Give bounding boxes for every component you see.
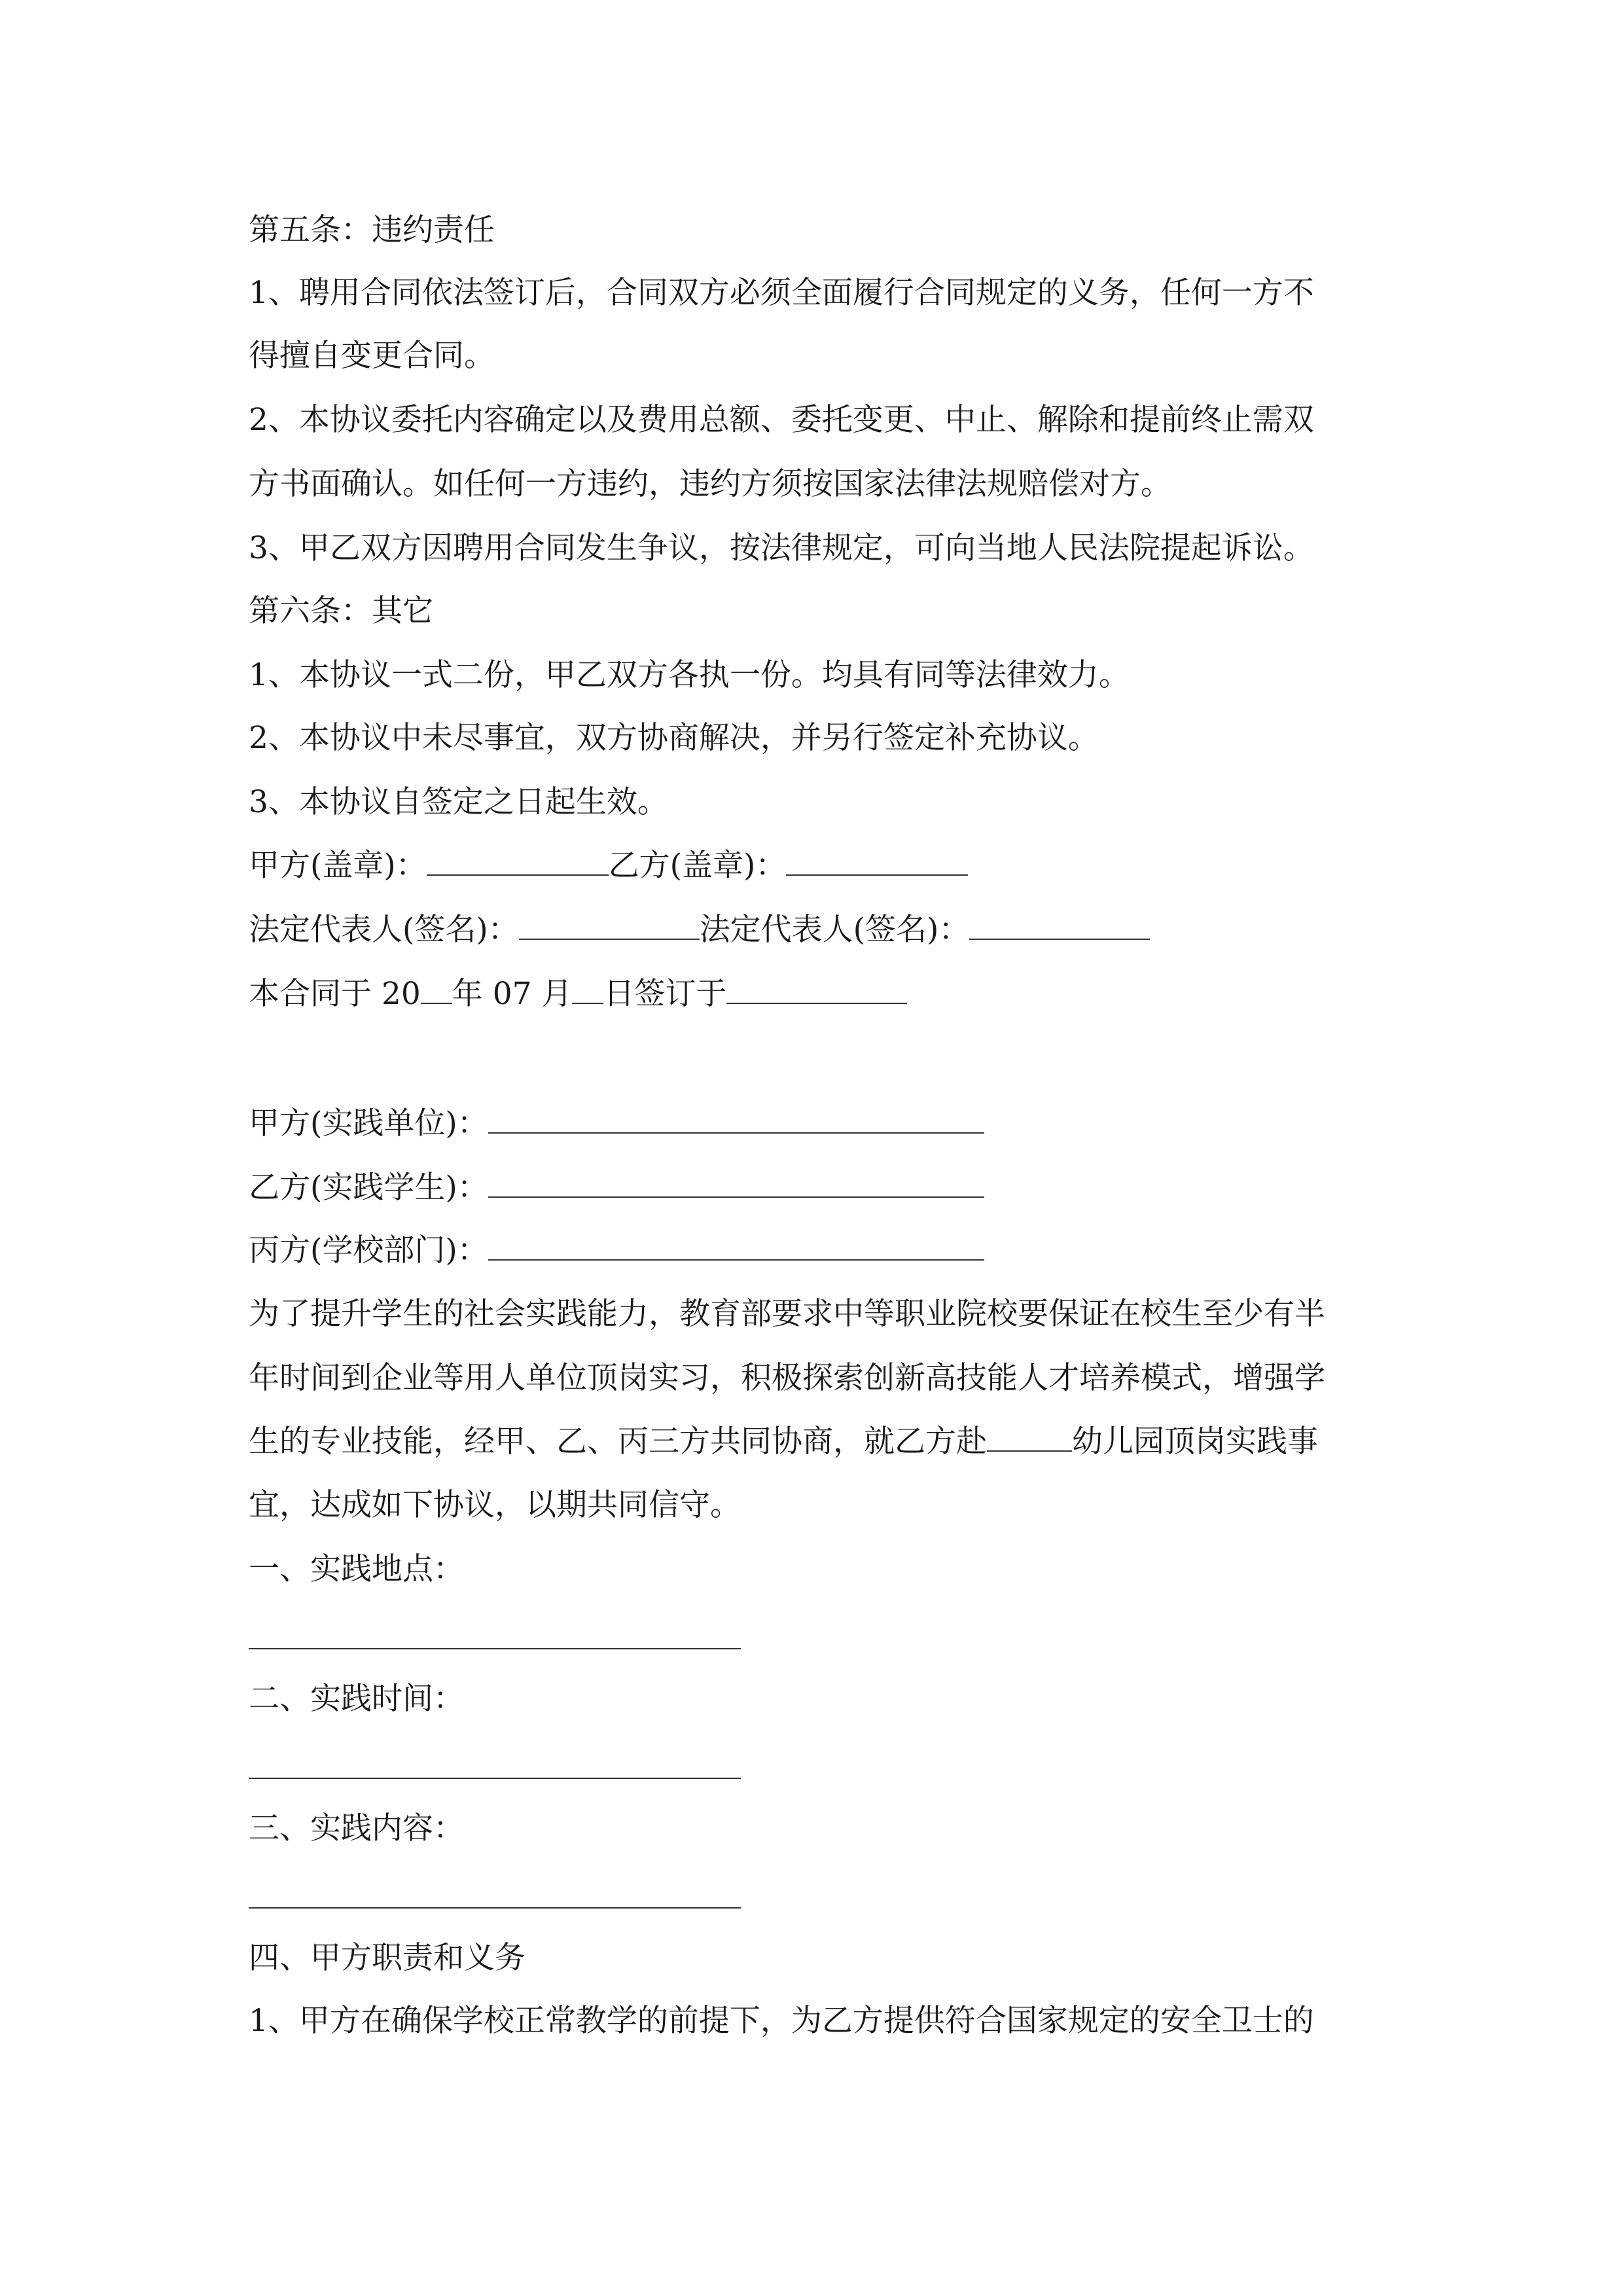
party-b-line [249, 1168, 984, 1208]
party-a-seal-label: 甲方(盖章)： [249, 848, 427, 884]
intro-line4: 宜，达成如下协议，以期共同信守。 [249, 1487, 741, 1523]
section1-blank[interactable] [249, 1648, 741, 1649]
party-b-blank[interactable] [488, 1168, 984, 1198]
legal-rep-a-blank[interactable] [519, 910, 700, 940]
date-line [249, 974, 907, 1014]
party-c-blank[interactable] [488, 1230, 984, 1261]
intro-line2: 年时间到企业等用人单位顶岗实习，积极探索创新高技能人才培养模式，增强学 [249, 1360, 1325, 1396]
party-a-blank[interactable] [488, 1103, 984, 1134]
party-a-line [249, 1103, 984, 1143]
article6-heading: 第六条：其它 [249, 593, 433, 629]
intro-line3-b: 幼儿园顶岗实践事 [1072, 1424, 1318, 1460]
party-c-label: 丙方(学校部门)： [249, 1232, 488, 1268]
article5-item1-line1: 1、聘用合同依法签订后，合同双方必须全面履行合同规定的义务，任何一方不 [249, 275, 1314, 311]
article6-item2: 2、本协议中未尽事宜，双方协商解决，并另行签定补充协议。 [249, 720, 1099, 756]
date-day-blank[interactable] [572, 974, 603, 1004]
article5-heading: 第五条：违约责任 [249, 212, 495, 248]
section2-blank[interactable] [249, 1778, 741, 1779]
intro-line3 [249, 1422, 1318, 1462]
date-prefix: 本合同于 20 [249, 976, 421, 1012]
section1-heading: 一、实践地点： [249, 1551, 464, 1587]
section3-blank[interactable] [249, 1907, 741, 1909]
article5-item3: 3、甲乙双方因聘用合同发生争议，按法律规定，可向当地人民法院提起诉讼。 [249, 530, 1314, 566]
article5-item2-line2: 方书面确认。如任何一方违约，违约方须按国家法律法规赔偿对方。 [249, 466, 1171, 502]
party-a-seal-blank[interactable] [427, 846, 609, 876]
date-suffix: 日签订于 [603, 976, 727, 1012]
section2-heading: 二、实践时间： [249, 1681, 464, 1717]
party-b-seal-label: 乙方(盖章)： [608, 848, 787, 884]
legal-rep-b-blank[interactable] [969, 910, 1150, 940]
party-b-seal-blank[interactable] [786, 846, 968, 876]
date-year-blank[interactable] [421, 974, 452, 1004]
seal-line [249, 846, 968, 886]
article6-item3: 3、本协议自签定之日起生效。 [249, 784, 668, 820]
section3-heading: 三、实践内容： [249, 1810, 464, 1846]
party-c-line [249, 1230, 984, 1270]
legal-rep-a-label: 法定代表人(签名)： [249, 912, 519, 948]
legal-rep-line [249, 910, 1150, 950]
intro-line3-a: 生的专业技能，经甲、乙、丙三方共同协商，就乙方赴 [249, 1424, 987, 1460]
article6-item1: 1、本协议一式二份，甲乙双方各执一份。均具有同等法律效力。 [249, 657, 1130, 693]
date-month: 年 07 月 [452, 976, 573, 1012]
legal-rep-b-label: 法定代表人(签名)： [699, 912, 970, 948]
sign-place-blank[interactable] [726, 974, 907, 1004]
intro-line1: 为了提升学生的社会实践能力，教育部要求中等职业院校要保证在校生至少有半 [249, 1296, 1325, 1332]
kindergarten-blank[interactable] [987, 1422, 1072, 1452]
section4-item1: 1、甲方在确保学校正常教学的前提下，为乙方提供符合国家规定的安全卫士的 [249, 2003, 1314, 2039]
party-a-label: 甲方(实践单位)： [249, 1105, 488, 1141]
article5-item2-line1: 2、本协议委托内容确定以及费用总额、委托变更、中止、解除和提前终止需双 [249, 402, 1314, 438]
article5-item1-line2: 得擅自变更合同。 [249, 338, 495, 374]
section4-heading: 四、甲方职责和义务 [249, 1940, 526, 1976]
party-b-label: 乙方(实践学生)： [249, 1170, 488, 1206]
